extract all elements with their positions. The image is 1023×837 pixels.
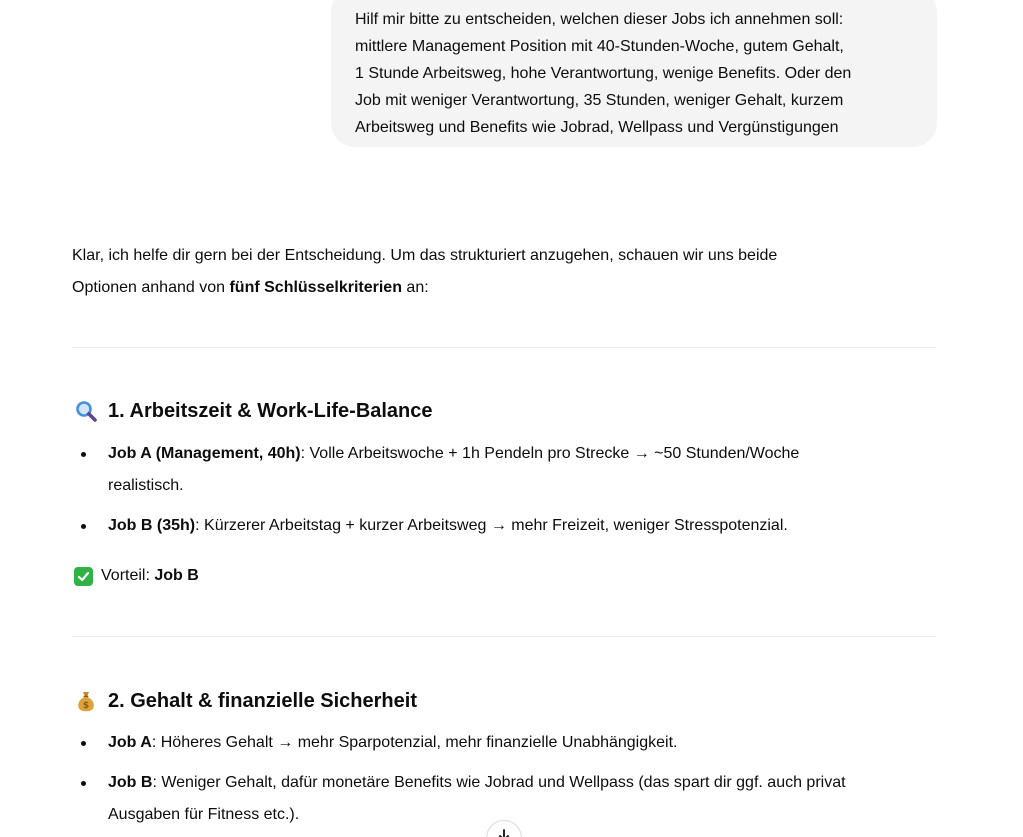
user-message-line: Hilf mir bitte zu entscheiden, welchen dieser Jobs ich annehmen soll: <box>355 11 844 28</box>
bullet-label: Job A (Management, 40h) <box>108 445 301 462</box>
bullet-dot <box>81 741 86 746</box>
user-message-line: 1 Stunde Arbeitsweg, hohe Verantwortung, wenige Benefits. Oder den <box>355 65 852 82</box>
section-divider <box>72 347 936 348</box>
list-item <box>72 727 936 759</box>
advantage-label: Vorteil: <box>101 567 155 584</box>
section-heading <box>74 397 433 425</box>
user-message-line: mittlere Management Position mit 40-Stunden-Woche, gutem Gehalt, <box>355 38 844 55</box>
bullet-label: Job B <box>108 774 153 791</box>
assistant-intro <box>72 240 936 304</box>
intro-text: Optionen anhand von <box>72 279 230 296</box>
section-title: 1. Arbeitszeit & Work-Life-Balance <box>108 400 433 422</box>
bullet-text: : Kürzerer Arbeitstag + kurzer Arbeitsweg → mehr Freizeit, weniger Stresspotenzial. <box>195 517 788 534</box>
bullet-text: : Weniger Gehalt, dafür monetäre Benefits wie Jobrad und Wellpass (das spart dir ggf. auch privat <box>152 774 846 791</box>
bullet-line <box>108 438 936 470</box>
bullet-label: Job B (35h) <box>108 517 196 534</box>
bullet-line <box>108 767 936 799</box>
section-divider <box>72 636 936 637</box>
bullet-text: : Höheres Gehalt → mehr Sparpotenzial, mehr finanzielle Unabhängigkeit. <box>151 734 678 751</box>
bullet-text: : Volle Arbeitswoche + 1h Pendeln pro Strecke → ~50 Stunden/Woche <box>300 445 800 462</box>
bullet-dot <box>81 524 86 529</box>
section-heading <box>74 687 417 715</box>
user-message-line: Job mit weniger Verantwortung, 35 Stunden, weniger Gehalt, kurzem <box>355 92 844 109</box>
bullet-text: realistisch. <box>108 477 184 494</box>
check-mark-icon <box>74 567 93 586</box>
intro-bold-text: fünf Schlüsselkriterien <box>229 279 402 296</box>
intro-line <box>72 272 936 304</box>
arrow-down-icon <box>498 829 510 837</box>
list-item <box>72 510 936 542</box>
bullet-label: Job A <box>108 734 152 751</box>
svg-text:$: $ <box>82 701 90 711</box>
bullet-line <box>108 727 936 759</box>
list-item <box>72 438 936 502</box>
bullet-text: Ausgaben für Fitness etc.). <box>108 806 300 823</box>
bullet-dot <box>81 781 86 786</box>
bullet-line <box>108 510 936 542</box>
magnifier-icon <box>74 399 98 423</box>
intro-text: an: <box>401 279 429 296</box>
advantage-line <box>74 562 199 590</box>
bullet-dot <box>81 452 86 457</box>
assistant-message <box>72 240 936 304</box>
intro-line: Klar, ich helfe dir gern bei der Entscheidung. Um das strukturiert anzugehen, schauen wir uns beide <box>72 247 778 264</box>
user-message-bubble <box>331 0 937 147</box>
advantage-value: Job B <box>154 567 199 584</box>
section-title: 2. Gehalt & finanzielle Sicherheit <box>108 690 417 712</box>
user-message-line: Arbeitsweg und Benefits wie Jobrad, Wellpass und Vergünstigungen <box>355 119 839 136</box>
money-bag-icon <box>74 689 98 713</box>
